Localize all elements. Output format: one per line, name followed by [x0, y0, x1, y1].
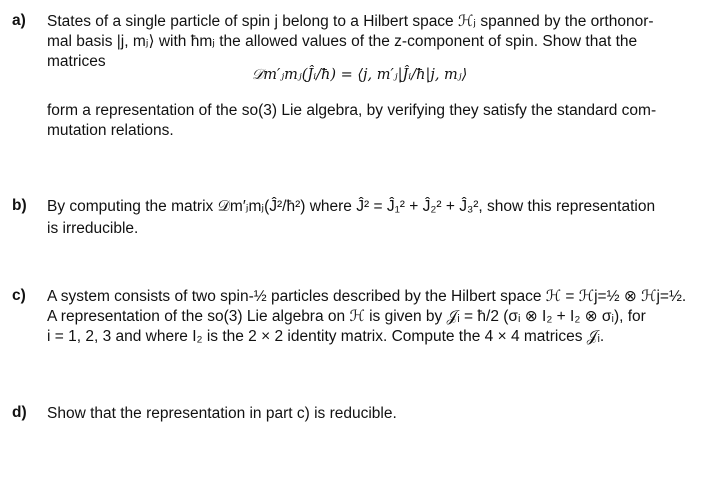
part-b-line-1: By computing the matrix 𝒟m′ⱼmⱼ(Ĵ²/ħ²) where Ĵ² = Ĵ₁² + Ĵ₂² + Ĵ₃², show this representation [47, 198, 656, 215]
part-c-label: c) [12, 287, 26, 304]
part-b-text [47, 197, 683, 239]
part-c-line-2: A representation of the so(3) Lie algebra on ℋ is given by 𝒥ᵢ = ħ/2 (σᵢ ⊗ I₂ + I₂ ⊗ σᵢ), for [47, 308, 646, 325]
part-c-text [47, 287, 687, 347]
part-a-text-2 [47, 101, 683, 141]
part-a-label: a) [12, 12, 26, 29]
part-a-line-4: form a representation of the so(3) Lie algebra, by verifying they satisfy the standard com- [47, 102, 657, 119]
part-a-equation: 𝒟m′ⱼmⱼ(Ĵᵢ/ħ) = ⟨j, m′ⱼ|Ĵᵢ/ħ|j, mⱼ⟩ [251, 67, 468, 83]
part-b-line-2: is irreducible. [47, 220, 139, 237]
part-b-label: b) [12, 197, 27, 214]
part-c-line-1: A system consists of two spin-½ particles described by the Hilbert space ℋ = ℋj=½ ⊗ ℋj=½. [47, 288, 687, 305]
part-a-text [47, 12, 683, 72]
part-d-line-1: Show that the representation in part c) is reducible. [47, 405, 397, 422]
part-d-label: d) [12, 404, 27, 421]
part-d-text [47, 404, 683, 424]
part-c-line-3: i = 1, 2, 3 and where I₂ is the 2 × 2 identity matrix. Compute the 4 × 4 matrices 𝒥ᵢ. [47, 328, 605, 345]
part-a-line-5: mutation relations. [47, 122, 174, 139]
part-a-line-3: matrices [47, 53, 106, 70]
part-a-line-1: States of a single particle of spin j belong to a Hilbert space ℋⱼ spanned by the orthonor- [47, 13, 654, 30]
part-a-line-2: mal basis |j, mⱼ⟩ with ħmⱼ the allowed values of the z-component of spin. Show that the [47, 33, 638, 50]
